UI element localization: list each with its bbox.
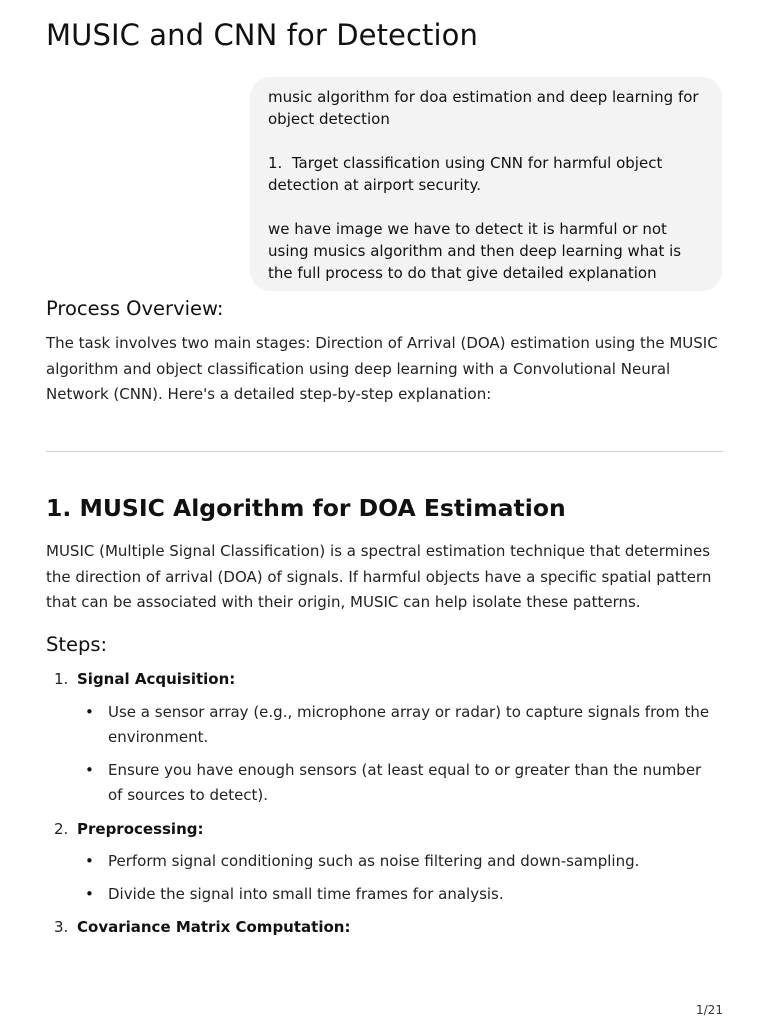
process-overview-heading: Process Overview:: [46, 297, 224, 320]
steps-heading: Steps:: [46, 633, 108, 656]
step-number: 3.: [54, 918, 69, 936]
list-item: Perform signal conditioning such as noise filtering and down-sampling.: [108, 852, 640, 870]
music-section-paragraph: MUSIC (Multiple Signal Classification) is a spectral estimation technique that determines the direction of arrival (DOA) of signals. If harmful objects have a specific spatial pattern that can be associated with their origin, MUSIC can help isolate these patterns.: [46, 542, 712, 612]
step-number: 1.: [54, 670, 69, 688]
page-title: MUSIC and CNN for Detection: [46, 18, 478, 52]
list-item: Use a sensor array (e.g., microphone array or radar) to capture signals from the environment.: [108, 703, 710, 746]
list-item: Ensure you have enough sensors (at least equal to or greater than the number of sources to detect).: [108, 761, 702, 804]
bullet-icon: •: [85, 852, 94, 870]
step-title-signal-acquisition: Signal Acquisition:: [77, 670, 236, 688]
step-title-preprocessing: Preprocessing:: [77, 820, 204, 838]
bullet-icon: •: [85, 761, 94, 779]
step-number: 2.: [54, 820, 69, 838]
bullet-icon: •: [85, 703, 94, 721]
process-overview-paragraph: The task involves two main stages: Direction of Arrival (DOA) estimation using the MUSIC algorithm and object classification using deep learning with a Convolutional Neural Network (CNN). Here's a detailed step-by-step explanation:: [46, 334, 718, 404]
user-message-bubble: music algorithm for doa estimation and deep learning for object detection 1. Target classification using CNN for harmful object detection at airport security. we have image we have to detect it is harmful or not using musics algorithm and then deep learning what is the full process to do that give detailed explanation: [250, 77, 722, 291]
section-divider: [46, 451, 723, 452]
bullet-icon: •: [85, 885, 94, 903]
list-item: Divide the signal into small time frames for analysis.: [108, 885, 504, 903]
page-number: 1/21: [696, 1003, 723, 1017]
music-section-heading: 1. MUSIC Algorithm for DOA Estimation: [46, 494, 566, 522]
step-title-covariance-matrix: Covariance Matrix Computation:: [77, 918, 351, 936]
